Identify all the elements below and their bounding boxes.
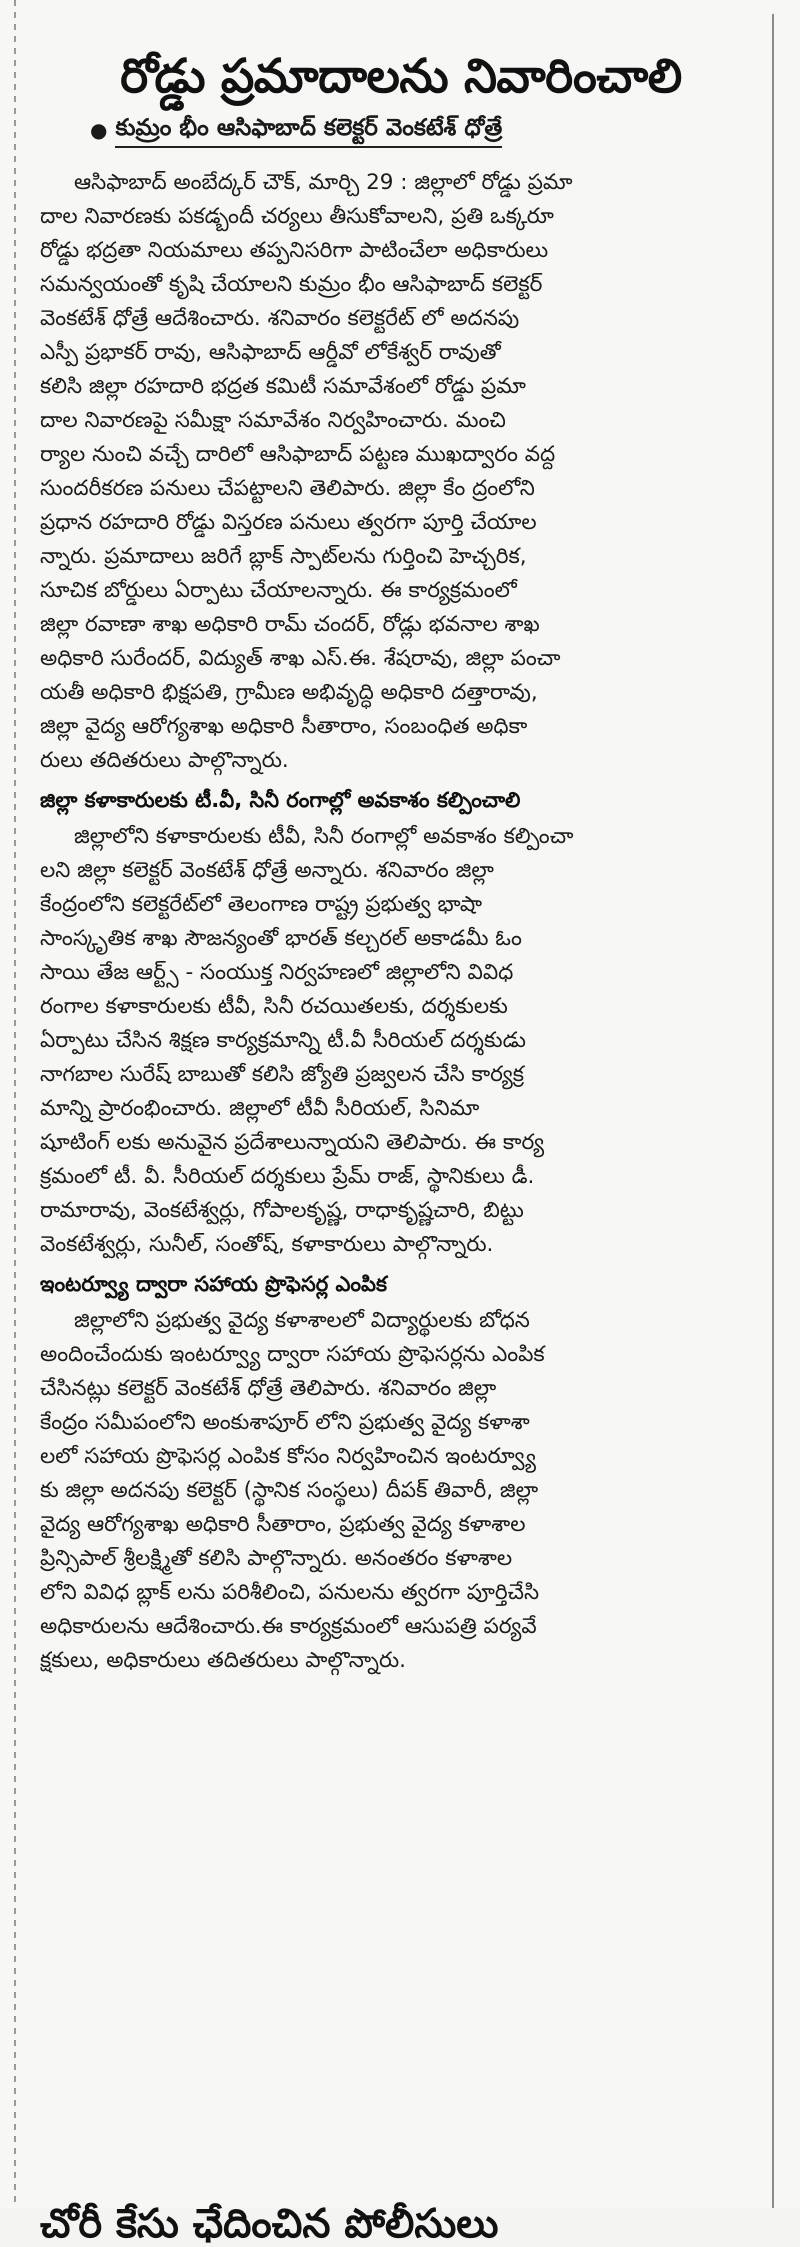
section-2-heading: జిల్లా కళాకారులకు టీ.వీ, సినీ రంగాల్లో అవకాశం కల్పించాలి [40,788,521,812]
text-line: కు జిల్లా అదనపు కలెక్టర్ (స్థానిక సంస్థలు) దీపక్ తివారీ, జిల్లా [40,1478,539,1503]
text-line: కేంద్రంలోని కలెక్టరేట్‌లో తెలంగాణ రాష్ట్ర ప్రభుత్వ భాషా [40,892,483,917]
article-column [40,14,774,2247]
text-line: నాగబాల సురేష్ బాబుతో కలిసి జ్యోతి ప్రజ్వలన చేసి కార్యక్ర [40,1062,524,1087]
text-line: అధికారులను ఆదేశించారు.ఈ కార్యక్రమంలో ఆసుపత్రి పర్యవే [40,1614,537,1639]
section-3-heading: ఇంటర్వ్యూ ద్వారా సహాయ ప్రొఫెసర్ల ఎంపిక [40,1272,387,1296]
text-line: ప్రిన్సిపాల్ శ్రీలక్ష్మితో కలిసి పాల్గొన్నారు. అనంతరం కళాశాల [40,1546,513,1571]
bullet-icon: ● [90,118,108,142]
text-line: సుందరీకరణ పనులు చేపట్టాలని తెలిపారు. జిల్లా కేం ద్రంలోని [40,476,535,501]
text-line: లలో సహాయ ప్రొఫెసర్ల ఎంపిక కోసం నిర్వహించిన ఇంటర్వ్యూ [40,1444,536,1469]
text-line: సాయి తేజ ఆర్ట్స్ - సంయుక్త నిర్వహణలో జిల్లాలోని వివిధ [40,960,514,985]
text-line: న్నారు. ప్రమాదాలు జరిగే బ్లాక్ స్పాట్‌లను గుర్తించి హెచ్చరిక, [40,544,527,569]
text-line: ర్యాల నుంచి వచ్చే దారిలో ఆసిఫాబాద్ పట్టణ ముఖద్వారం వద్ద [40,442,556,467]
text-line: అధికారి సురేందర్, విద్యుత్ శాఖ ఎస్.ఈ. శేషరావు, జిల్లా పంచా [40,646,561,671]
text-line: లని జిల్లా కలెక్టర్ వెంకటేశ్ ధోత్రే అన్నారు. శనివారం జిల్లా [40,858,494,883]
text-line: కలిసి జిల్లా రహదారి భద్రత కమిటీ సమావేశంలో రోడ్డు ప్రమా [40,374,526,399]
text-line: క్షకులు, అధికారులు తదితరులు పాల్గొన్నారు. [40,1648,406,1673]
text-line: వైద్య ఆరోగ్యశాఖ అధికారి సీతారాం, ప్రభుత్వ వైద్య కళాశాల [40,1512,526,1537]
next-headline-cutoff: చోరీ కేసు ఛేదించిన పోలీసులు [40,2201,499,2247]
article-headline: రోడ్డు ప్రమాదాలను నివారించాలి [120,49,682,104]
text-line: యతీ అధికారి భిక్షపతి, గ్రామీణ అభివృద్ధి అధికారి దత్తారావు, [40,680,538,705]
text-line: ఆసిఫాబాద్ అంబేద్కర్ చౌక్, మార్చి 29 : జిల్లాలో రోడ్డు ప్రమా [74,170,573,195]
text-line: దాల నివారణకు పకడ్బందీ చర్యలు తీసుకోవాలని, ప్రతి ఒక్కరూ [40,204,554,229]
text-line: వెంకటేశ్ ధోత్రే ఆదేశించారు. శనివారం కలెక్టరేట్ లో అదనపు [40,306,520,331]
text-line: ఏర్పాటు చేసిన శిక్షణ కార్యక్రమాన్ని టీ.వీ సీరియల్ దర్శకుడు [40,1028,526,1053]
text-line: జిల్లాలోని కళాకారులకు టీవీ, సినీ రంగాల్లో అవకాశం కల్పించా [74,824,574,849]
article-subhead [90,112,762,148]
subhead-text: కుమ్రం భీం ఆసిఫాబాద్ కలెక్టర్ వెంకటేశ్ ధోత్రే [115,112,502,148]
text-line: జిల్లా వైద్య ఆరోగ్యశాఖ అధికారి సీతారాం, సంబంధిత అధికా [40,714,528,739]
text-line: జిల్లా రవాణా శాఖ అధికారి రామ్ చందర్, రోడ్లు భవనాల శాఖ [40,612,540,637]
column-divider-left [14,0,16,2208]
section-3-body [40,1304,762,1678]
section-2-body [40,820,762,1262]
text-line: షూటింగ్ లకు అనువైన ప్రదేశాలున్నాయని తెలిపారు. ఈ కార్య [40,1130,545,1155]
text-line: జిల్లాలోని ప్రభుత్వ వైద్య కళాశాలలో విద్యార్థులకు బోధన [74,1308,530,1333]
text-line: ప్రధాన రహదారి రోడ్డు విస్తరణ పనులు త్వరగా పూర్తి చేయాల [40,510,537,535]
text-line: సూచిక బోర్డులు ఏర్పాటు చేయాలన్నారు. ఈ కార్యక్రమంలో [40,578,517,603]
text-line: అందించేందుకు ఇంటర్వ్యూ ద్వారా సహాయ ప్రొఫెసర్లను ఎంపిక [40,1342,545,1367]
text-line: సాంస్కృతిక శాఖ సౌజన్యంతో భారత్ కల్చరల్ అకాడమీ ఓం [40,926,522,951]
text-line: దాల నివారణపై సమీక్షా సమావేశం నిర్వహించారు. మంచి [40,408,506,433]
text-line: ఎస్పీ ప్రభాకర్ రావు, ఆసిఫాబాద్ ఆర్డీవో లోకేశ్వర్ రావుతో [40,340,501,365]
text-line: చేసినట్లు కలెక్టర్ వెంకటేశ్ ధోత్రే తెలిపారు. శనివారం జిల్లా [40,1376,497,1401]
text-line: వెంకటేశ్వర్లు, సునీల్, సంతోష్, కళాకారులు పాల్గొన్నారు. [40,1232,494,1257]
text-line: సమన్వయంతో కృషి చేయాలని కుమ్రం భీం ఆసిఫాబాద్ కలెక్టర్ [40,272,543,297]
section-1-body [40,166,762,778]
text-line: క్రమంలో టీ. వీ. సీరియల్ దర్శకులు ప్రేమ్ రాజ్, స్థానికులు డీ. [40,1164,535,1189]
text-line: రామారావు, వెంకటేశ్వర్లు, గోపాలకృష్ణ, రాధాకృష్ణచారి, బిట్టు [40,1198,524,1223]
text-line: రులు తదితరులు పాల్గొన్నారు. [40,748,289,773]
text-line: రోడ్డు భద్రతా నియమాలు తప్పనిసరిగా పాటించేలా అధికారులు [40,238,549,263]
text-line: రంగాల కళాకారులకు టీవీ, సినీ రచయితలకు, దర్శకులకు [40,994,508,1019]
text-line: లోని వివిధ బ్లాక్ లను పరిశీలించి, పనులను త్వరగా పూర్తిచేసి [40,1580,540,1605]
text-line: మాన్ని ప్రారంభించారు. జిల్లాలో టీవీ సీరియల్, సినిమా [40,1096,480,1121]
text-line: కేంద్రం సమీపంలోని అంకుశాపూర్ లోని ప్రభుత్వ వైద్య కళాశా [40,1410,530,1435]
